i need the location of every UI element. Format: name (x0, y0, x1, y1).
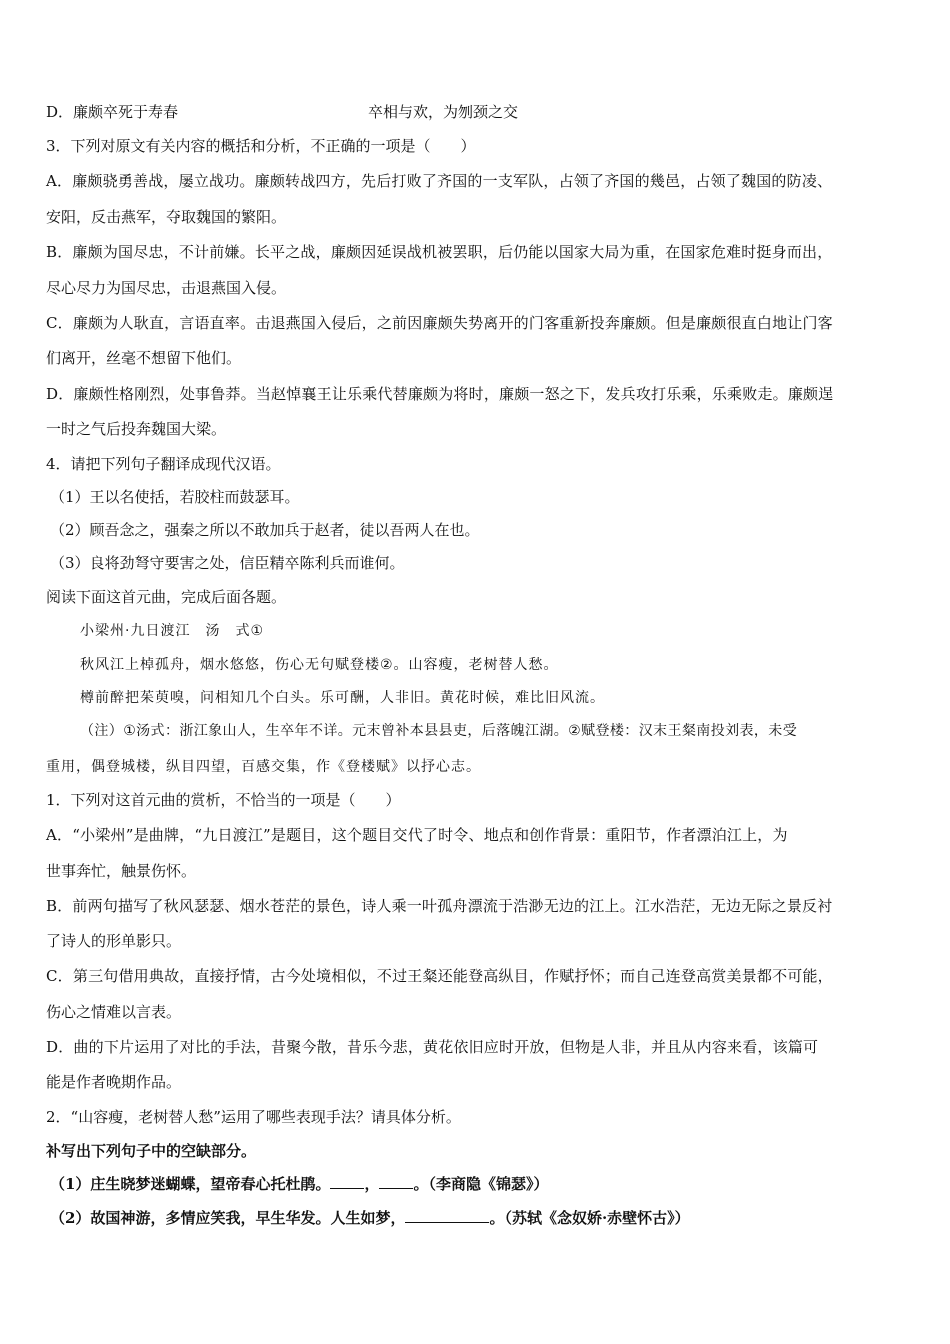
q2-option-d-right: 卒相与欢，为刎颈之交 (368, 103, 519, 121)
q2-option-d (46, 102, 908, 122)
q3-option-d-line2: 一时之气后投奔魏国大梁。 (46, 420, 227, 438)
q3-option-c-line1: C．廉颇为人耿直，言语直率。击退燕国入侵后，之前因廉颇失势离开的门客重新投奔廉颇。但是廉颇很直白地让门客 (46, 314, 833, 332)
q4-sentence-2: （2）顾吾念之，强秦之所以不敢加兵于赵者，徒以吾两人在也。 (50, 521, 480, 539)
poem-title: 小梁州·九日渡江 汤 式① (80, 623, 265, 639)
poem-q1-option-a-line1: A．“小梁州”是曲牌，“九日渡江”是题目，这个题目交代了时令、地点和创作背景：重阳节，作者漂泊江上，为 (46, 826, 788, 844)
poem-note-line1: （注）①汤式：浙江象山人，生卒年不详。元末曾补本县县吏，后落魄江湖。②赋登楼：汉末王粲南投刘表，未受 (80, 723, 798, 739)
fill-item-2-tail: 。（苏轼《念奴娇·赤壁怀古》） (489, 1209, 690, 1227)
fill-blank-1b[interactable] (379, 1174, 413, 1189)
poem-q1-option-d-line1: D．曲的下片运用了对比的手法，昔聚今散，昔乐今悲，黄花依旧应时开放，但物是人非，并且从内容来看，该篇可 (46, 1038, 819, 1056)
q3-option-b-line2: 尽心尽力为国尽忠，击退燕国入侵。 (46, 279, 287, 297)
q4-sentence-1: （1）王以名使括，若胶柱而鼓瑟耳。 (50, 488, 300, 506)
poem-q2-stem: 2．“山容瘦，老树替人愁”运用了哪些表现手法？请具体分析。 (46, 1108, 461, 1126)
poem-q1-option-c-line2: 伤心之情难以言表。 (46, 1003, 182, 1021)
q3-option-d-line1: D．廉颇性格刚烈，处事鲁莽。当赵悼襄王让乐乘代替廉颇为将时，廉颇一怒之下，发兵攻打乐乘，乐乘败走。廉颇逞 (46, 385, 834, 403)
q3-option-b-line1: B．廉颇为国尽忠，不计前嫌。长平之战，廉颇因延误战机被罢职，后仍能以国家大局为重，在国家危难时挺身而出， (46, 243, 833, 261)
poem-q1-option-b-line2: 了诗人的形单影只。 (46, 932, 182, 950)
poem-line-1: 秋风江上棹孤舟，烟水悠悠，伤心无句赋登楼②。山容瘦，老树替人愁。 (80, 657, 559, 673)
poem-q1-option-d-line2: 能是作者晚期作品。 (46, 1073, 182, 1091)
q2-option-d-left: D．廉颇卒死于寿春 (46, 103, 179, 121)
fill-item-2 (50, 1208, 912, 1228)
poem-q1-option-b-line1: B．前两句描写了秋风瑟瑟、烟水苍茫的景色，诗人乘一叶孤舟漂流于浩渺无边的江上。江水浩茫，无边无际之景反衬 (46, 897, 833, 915)
poem-line-2: 樽前醉把茱萸嗅，问相知几个白头。乐可酬，人非旧。黄花时候，难比旧风流。 (80, 690, 605, 706)
fill-item-1-sep: ， (364, 1175, 380, 1193)
q4-sentence-3: （3）良将劲弩守要害之处，信臣精卒陈利兵而谁何。 (50, 554, 405, 572)
fill-blank-2[interactable] (405, 1208, 489, 1223)
poem-q1-option-c-line1: C．第三句借用典故，直接抒情，古今处境相似，不过王粲还能登高纵目，作赋抒怀；而自己连登高赏美景都不可能， (46, 967, 833, 985)
q3-option-a-line2: 安阳，反击燕军，夺取魏国的繁阳。 (46, 208, 287, 226)
poem-note-line2: 重用，偶登城楼，纵目四望，百感交集，作《登楼赋》以抒心志。 (46, 759, 481, 775)
poem-q1-option-a-line2: 世事奔忙，触景伤怀。 (46, 862, 197, 880)
q3-option-a-line1: A．廉颇骁勇善战，屡立战功。廉颇转战四方，先后打败了齐国的一支军队，占领了齐国的幾邑，占领了魏国的防凌、 (46, 172, 833, 190)
fill-item-2-text: （2）故国神游，多情应笑我，早生华发。人生如梦， (50, 1209, 406, 1227)
poem-q1-stem: 1．下列对这首元曲的赏析，不恰当的一项是（ ） (46, 791, 401, 809)
fill-heading: 补写出下列句子中的空缺部分。 (46, 1142, 257, 1160)
q4-stem: 4．请把下列句子翻译成现代汉语。 (46, 455, 281, 473)
poem-intro: 阅读下面这首元曲，完成后面各题。 (46, 588, 287, 606)
fill-blank-1a[interactable] (330, 1174, 364, 1189)
fill-item-1-tail: 。（李商隐《锦瑟》） (413, 1175, 549, 1193)
q3-option-c-line2: 们离开，丝毫不想留下他们。 (46, 349, 242, 367)
fill-item-1 (50, 1174, 912, 1194)
q3-stem: 3．下列对原文有关内容的概括和分析，不正确的一项是（ ） (46, 137, 476, 155)
fill-item-1-text: （1）庄生晓梦迷蝴蝶，望帝春心托杜鹃。 (50, 1175, 331, 1193)
